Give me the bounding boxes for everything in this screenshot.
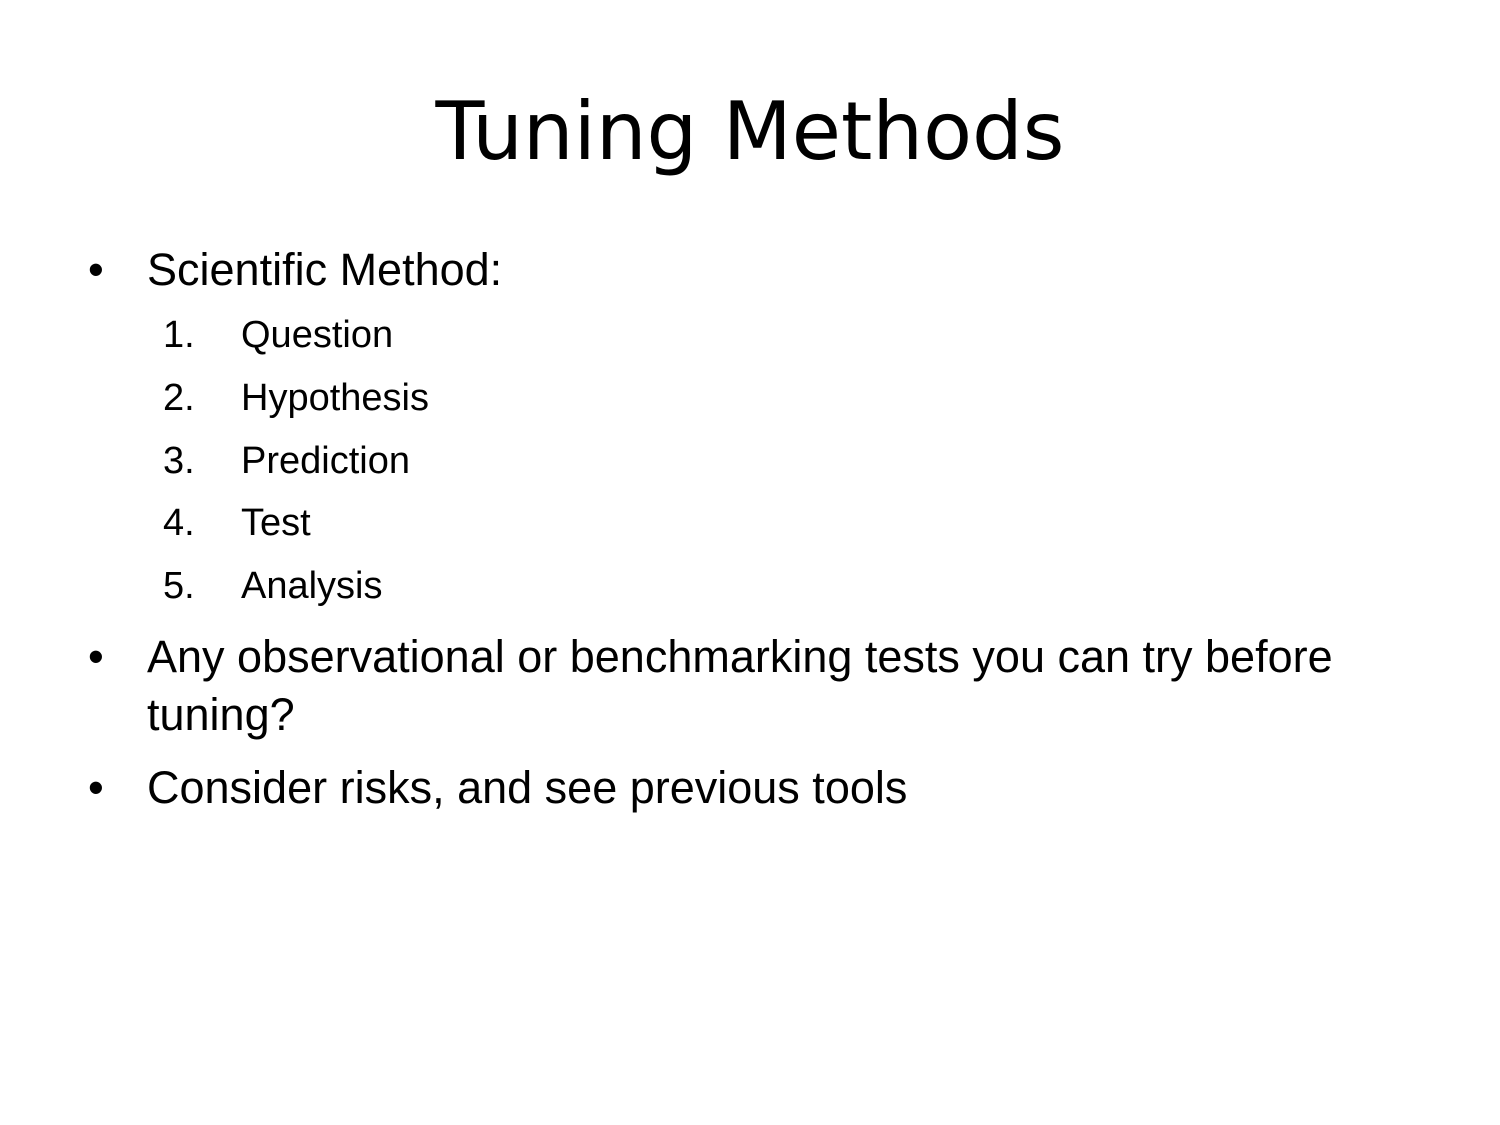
numbered-step (163, 438, 410, 484)
numbered-step (163, 375, 429, 421)
step-number: 1. (163, 314, 195, 356)
step-text: Hypothesis (241, 377, 429, 419)
step-number: 3. (163, 440, 195, 482)
bullet-dot: • (88, 244, 104, 295)
bullet-dot: • (88, 631, 104, 682)
step-text: Prediction (241, 440, 410, 482)
step-number: 4. (163, 502, 195, 544)
step-text: Test (241, 502, 311, 544)
numbered-step (163, 563, 383, 609)
step-number: 5. (163, 565, 195, 607)
step-text: Question (241, 314, 394, 356)
step-number: 2. (163, 377, 195, 419)
numbered-step (163, 312, 393, 358)
bullet-text: Scientific Method: (147, 244, 503, 295)
slide-title: Tuning Methods (435, 85, 1065, 178)
bullet-dot: • (88, 762, 104, 813)
bullet-text: Consider risks, and see previous tools (147, 762, 908, 813)
bullet-item-benchmarking (88, 628, 1388, 744)
numbered-step (163, 500, 311, 546)
bullet-text: Any observational or benchmarking tests you can try before tuning? (147, 631, 1333, 740)
bullet-item-risks (88, 759, 1388, 817)
bullet-item-scientific-method (88, 241, 1388, 299)
step-text: Analysis (241, 565, 383, 607)
